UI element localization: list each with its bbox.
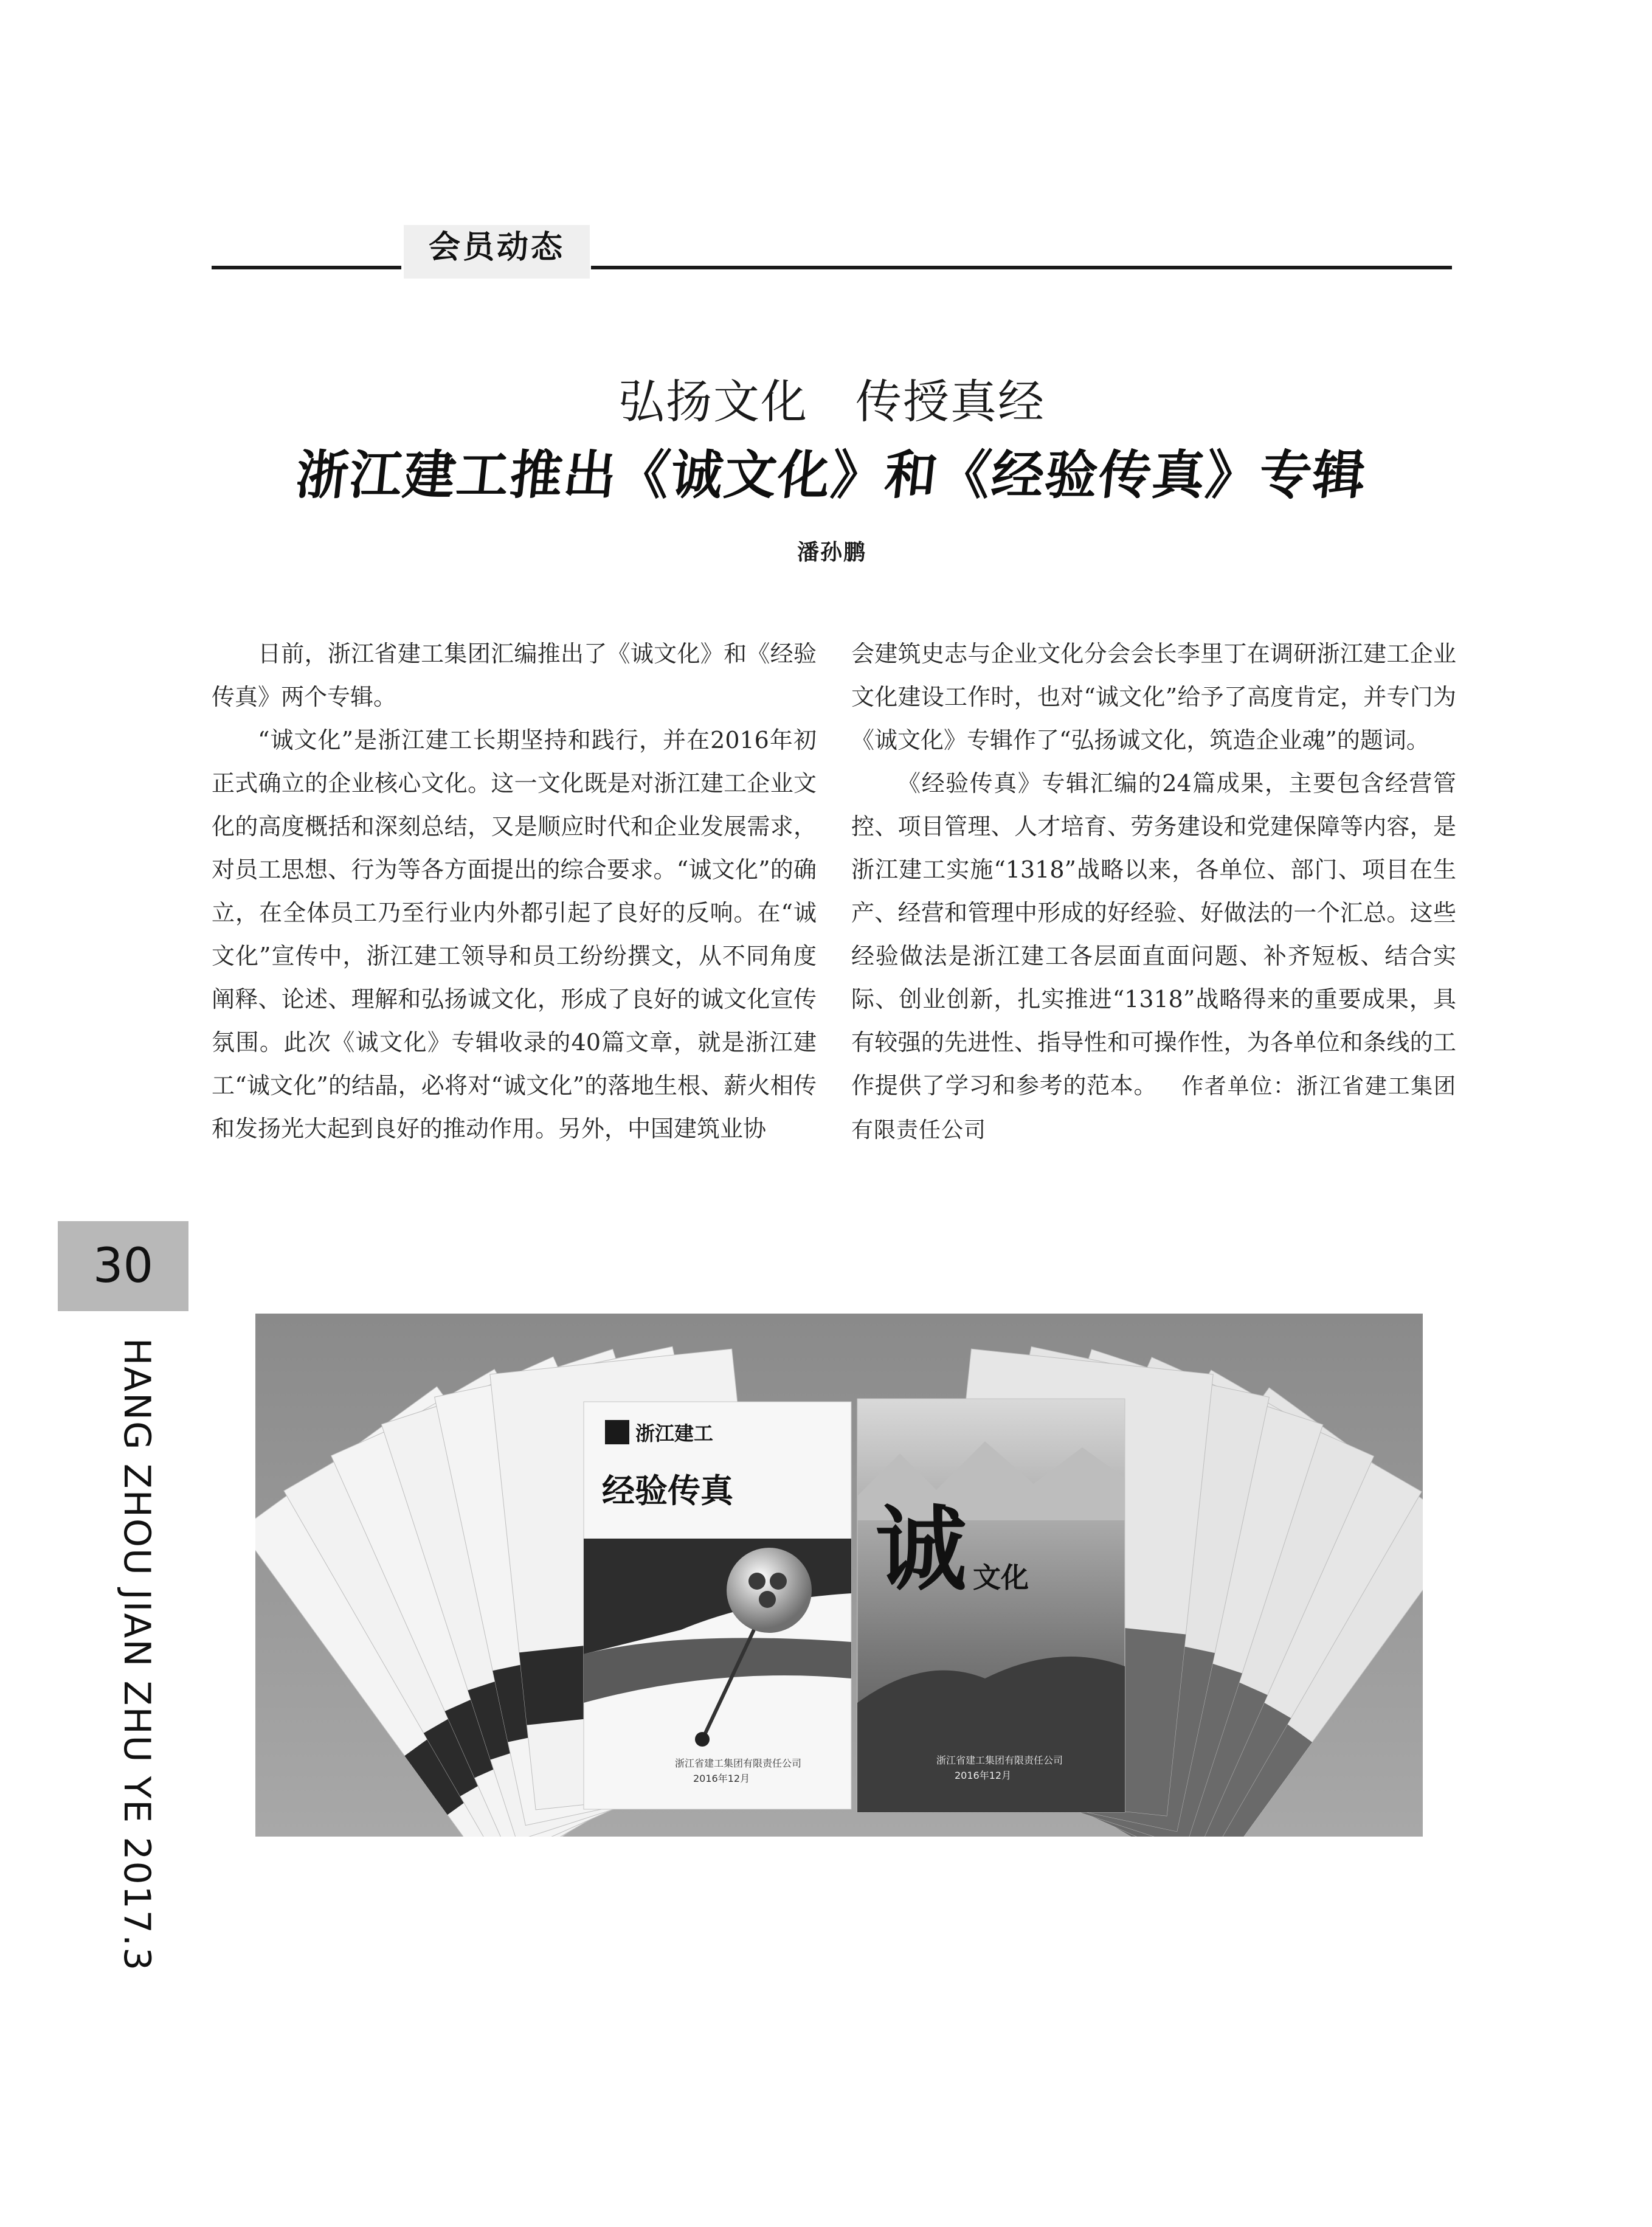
- vertical-masthead: HANG ZHOU JIAN ZHU YE 2017.3: [116, 1338, 158, 1972]
- booklet-cheng-culture: [857, 1399, 1125, 1812]
- body-paragraph: [851, 762, 1456, 1152]
- booklet-title: 经验传真: [602, 1472, 733, 1510]
- body-paragraph-text: 《经验传真》专辑汇编的24篇成果，主要包含经营管控、项目管理、人才培育、劳务建设和党建保障等内容，是浙江建工实施“1318”战略以来，各单位、部门、项目在生产、经营和管理中形成的好经验、好做法的一个汇总。这些经验做法是浙江建工各层面直面问题、补齐短板、结合实际、创业创新，扎实推进“1318”战略得来的重要成果，具有较强的先进性、指导性和可操作性，为各单位和条线的工作提供了学习和参考的范本。: [851, 770, 1456, 1099]
- body-column-right: [851, 632, 1456, 1192]
- booklet-brand: 浙江建工: [635, 1422, 714, 1445]
- body-column-left: [212, 632, 817, 1192]
- people-circle-graphic: [727, 1548, 812, 1633]
- booklet-experience: [584, 1402, 851, 1809]
- header-rule-left: [212, 266, 401, 269]
- booklet-title-small: 文化: [973, 1561, 1029, 1594]
- section-label: 会员动态: [428, 229, 565, 266]
- author-affiliation: 作者单位：浙江省建工集团有限责任公司: [851, 1074, 1456, 1143]
- article-subtitle: 浙江建工推出《诚文化》和《经验传真》专辑: [292, 445, 1370, 506]
- page-number: 30: [92, 1239, 154, 1294]
- booklet-title-big: 诚: [876, 1496, 967, 1603]
- booklets-photo: [255, 1314, 1423, 1837]
- booklet-date: 2016年12月: [693, 1773, 750, 1784]
- body-paragraph-continued: 会建筑史志与企业文化分会会长李里丁在调研浙江建工企业文化建设工作时，也对“诚文化”给予了高度肯定，并专门为《诚文化》专辑作了“弘扬诚文化，筑造企业魂”的题词。: [851, 640, 1456, 753]
- page-number-box: [58, 1221, 188, 1311]
- article-title: 弘扬文化 传授真经: [618, 375, 1045, 429]
- booklet-publisher: 浙江省建工集团有限责任公司: [675, 1758, 802, 1769]
- brand-logo-icon: [605, 1420, 629, 1444]
- body-paragraph: “诚文化”是浙江建工长期坚持和践行，并在2016年初正式确立的企业核心文化。这一文化既是对浙江建工企业文化的高度概括和深刻总结，又是顺应时代和企业发展需求，对员工思想、行为等各方面提出的综合要求。“诚文化”的确立，在全体员工乃至行业内外都引起了良好的反响。在“诚文化”宣传中，浙江建工领导和员工纷纷撰文，从不同角度阐释、论述、理解和弘扬诚文化，形成了良好的诚文化宣传氛围。此次《诚文化》专辑收录的40篇文章，就是浙江建工“诚文化”的结晶，必将对“诚文化”的落地生根、薪火相传和发扬光大起到良好的推动作用。另外，中国建筑业协: [212, 727, 817, 1142]
- booklet-publisher: 浙江省建工集团有限责任公司: [936, 1754, 1063, 1766]
- header-rule-right: [591, 266, 1452, 269]
- body-paragraph: 日前，浙江省建工集团汇编推出了《诚文化》和《经验传真》两个专辑。: [212, 640, 817, 710]
- booklets-illustration: [255, 1314, 1423, 1837]
- booklet-date: 2016年12月: [955, 1770, 1012, 1781]
- author-byline: 潘孙鹏: [797, 540, 866, 565]
